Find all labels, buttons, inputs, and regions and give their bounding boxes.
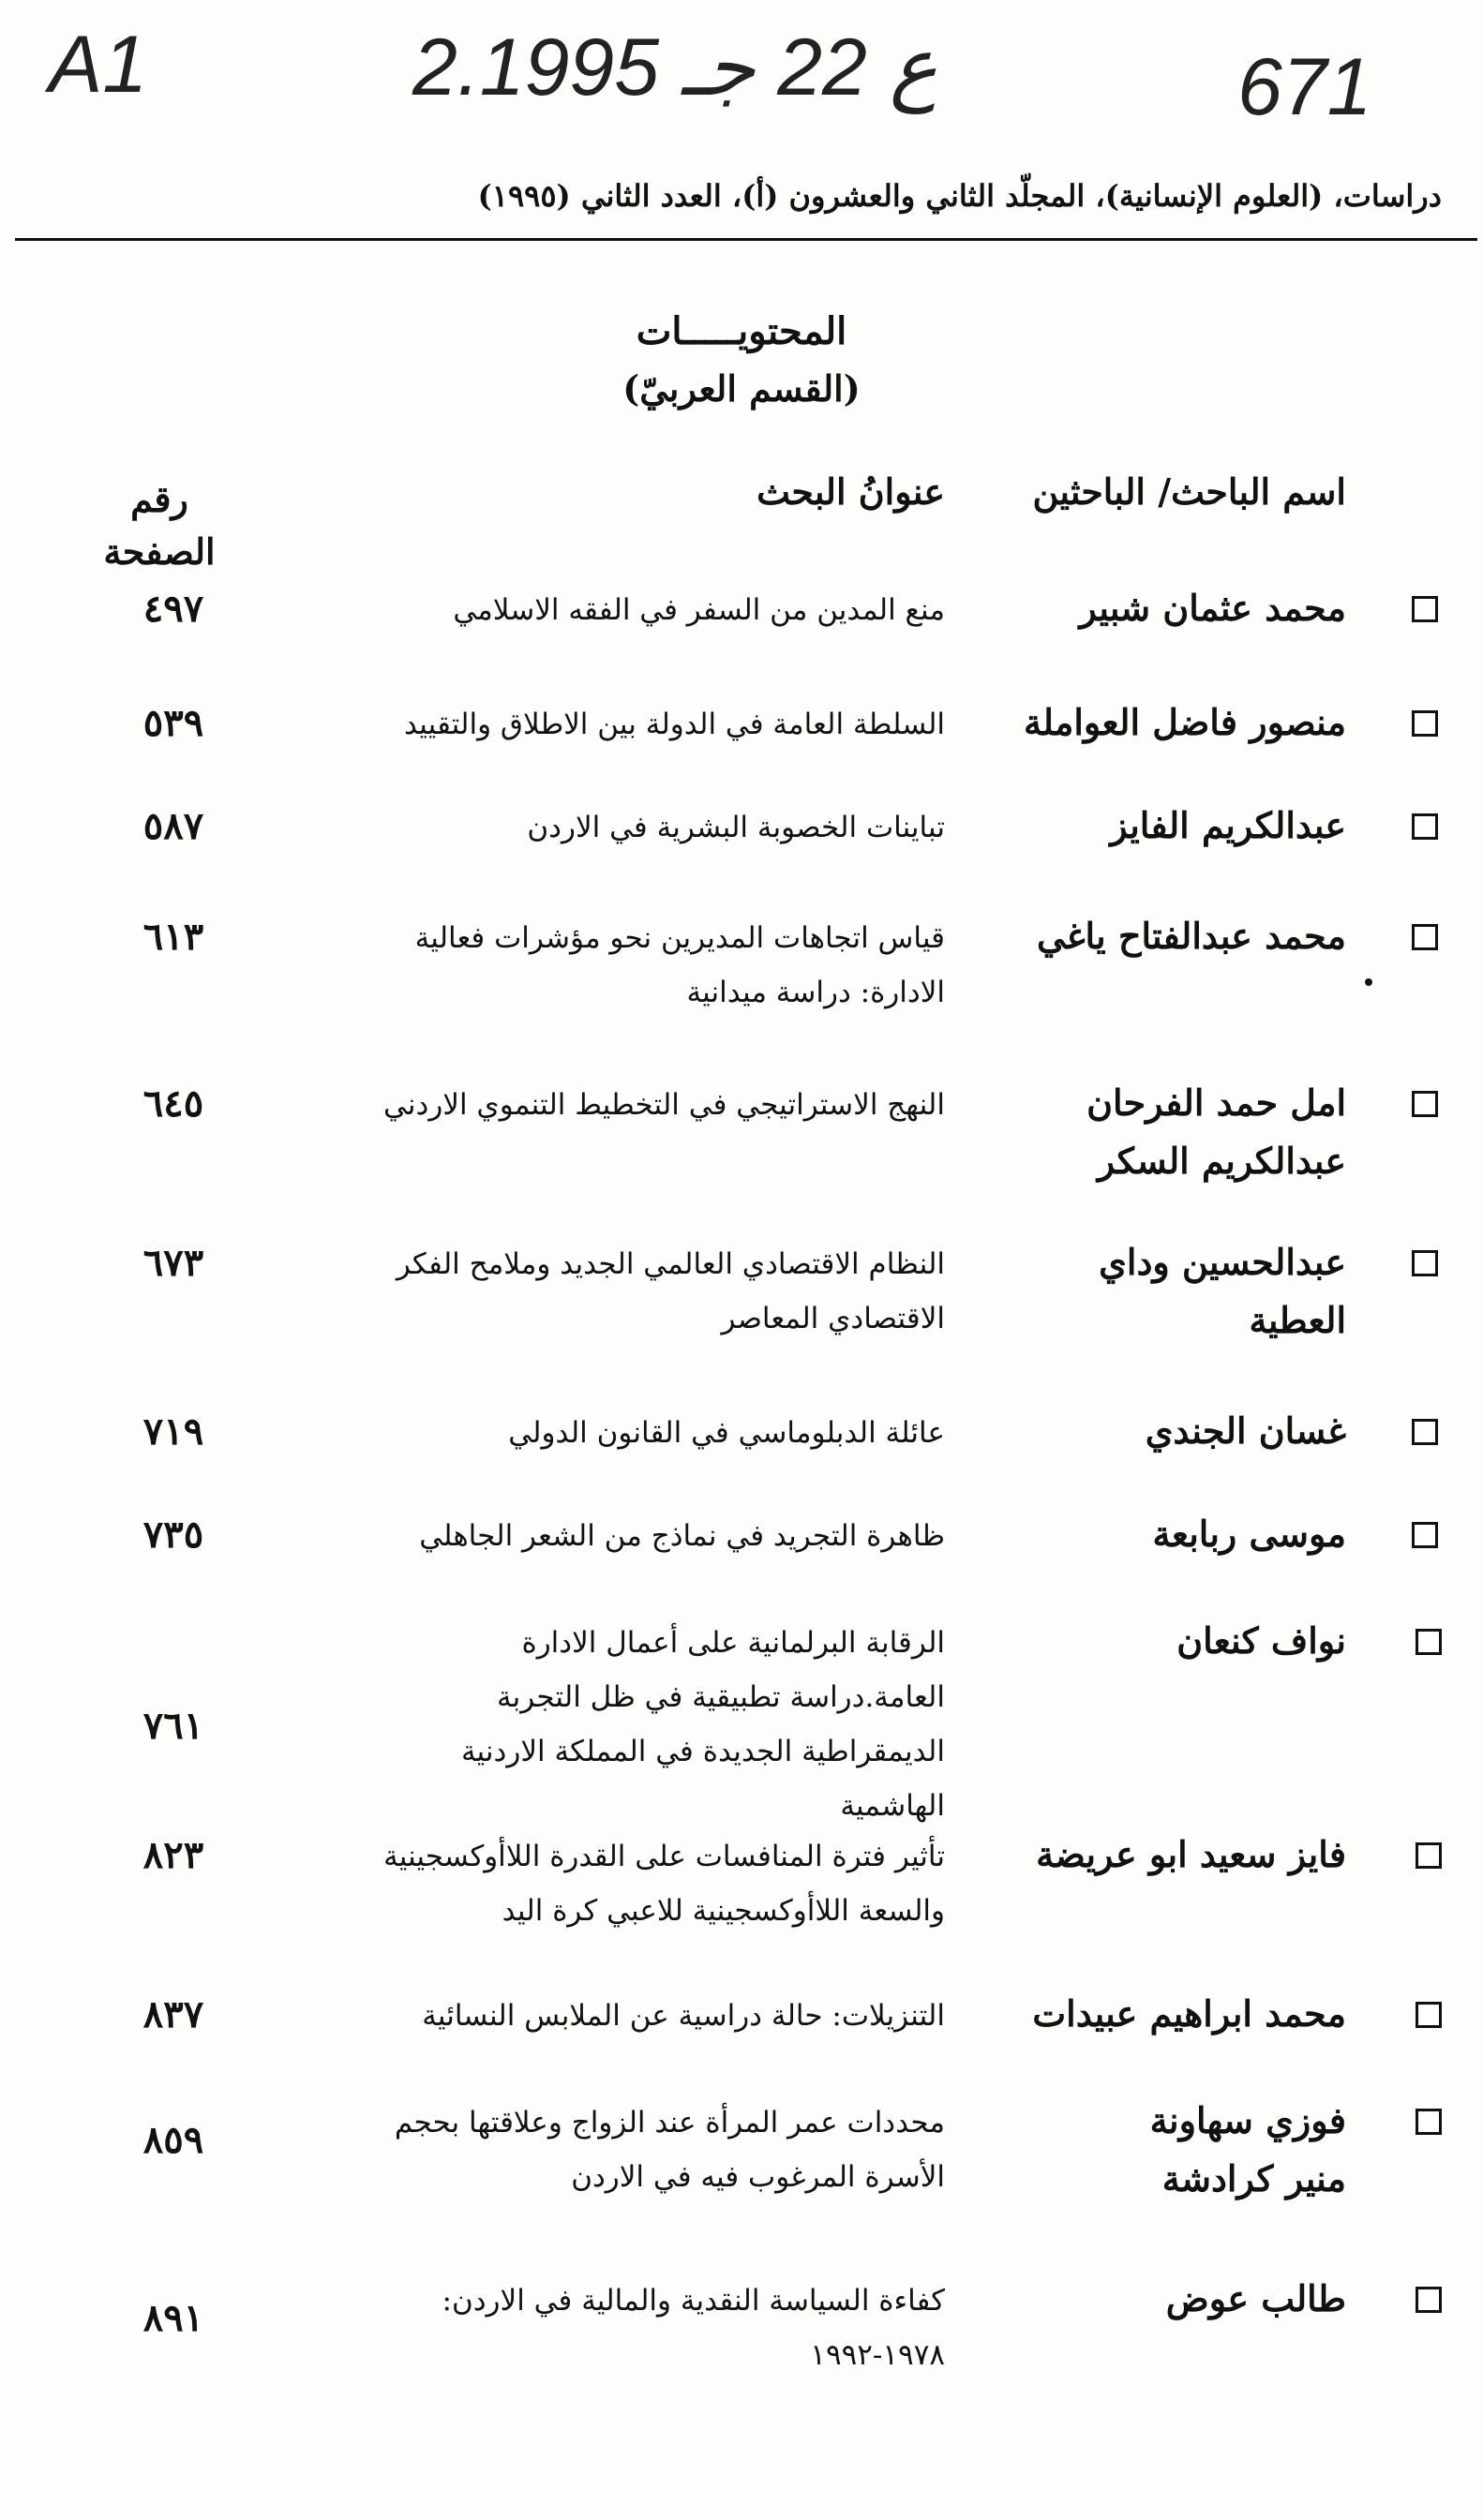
checkbox-square-icon <box>1412 596 1438 622</box>
author-name: طالب عوض <box>1165 2277 1346 2319</box>
checkbox-square-icon <box>1416 1842 1442 1869</box>
entry-title: ظاهرة التجريد في نماذج من الشعر الجاهلي <box>419 1519 945 1553</box>
contents-title: المحتويـــــات <box>636 309 847 353</box>
entry-page-number: ٥٨٧ <box>142 804 204 848</box>
author-name: غسان الجندي <box>1145 1409 1346 1452</box>
entry-authors <box>1009 907 1346 965</box>
entry-page-number: ٧٦١ <box>142 1704 204 1748</box>
entry-title: كفاءة السياسة النقدية والمالية في الاردن: ١٩٧٨-١٩٩٢ <box>442 2284 945 2372</box>
entry-title: النهج الاستراتيجي في التخطيط التنموي الاردني <box>383 1088 945 1122</box>
checkbox-square-icon <box>1412 924 1438 950</box>
journal-header: دراسات، (العلوم الإنسانية)، المجلّد الثاني والعشرون (أ)، العدد الثاني (١٩٩٥) <box>477 178 1442 214</box>
entry-title: منع المدين من السفر في الفقه الاسلامي <box>453 593 945 627</box>
entry-title: محددات عمر المرأة عند الزواج وعلاقتها بحجم الأسرة المرغوب فيه في الاردن <box>394 2106 945 2194</box>
handwritten-code: A1 <box>49 20 148 110</box>
author-name: امل حمد الفرحان <box>1086 1081 1346 1124</box>
entry-page-number: ٦١٣ <box>142 915 204 959</box>
checkbox-square-icon <box>1416 2002 1442 2028</box>
entry-authors <box>1009 1505 1346 1563</box>
entry-title: النظام الاقتصادي العالمي الجديد وملامح الفكر الاقتصادي المعاصر <box>396 1247 945 1335</box>
entry-page-number: ٨٣٧ <box>142 1992 204 2036</box>
author-column-header: اسم الباحث/ الباحثين <box>1032 470 1346 513</box>
checkbox-square-icon <box>1412 1091 1438 1117</box>
author-name: محمد عثمان شبير <box>1079 587 1346 629</box>
author-name: عبدالحسين وداي العطية <box>1099 1241 1346 1341</box>
entry-authors <box>1009 693 1346 752</box>
entry-page-number: ٦٧٣ <box>142 1241 204 1285</box>
entry-title: التنزيلات: حالة دراسية عن الملابس النسائية <box>422 1999 945 2033</box>
entry-title: قياس اتجاهات المديرين نحو مؤشرات فعالية الادارة: دراسة ميدانية <box>414 921 945 1009</box>
checkbox-square-icon <box>1412 1419 1438 1445</box>
page-column-header-line2: الصفحة <box>103 530 216 573</box>
entry-authors <box>1009 797 1346 855</box>
entry-page-number: ٨٥٩ <box>142 2118 204 2162</box>
entry-authors <box>1009 1402 1346 1460</box>
handwritten-number: 671 <box>1237 42 1372 132</box>
header-rule <box>15 238 1477 241</box>
entry-title: الرقابة البرلمانية على أعمال الادارة العامة.دراسة تطبيقية في ظل التجربة الديمقراطية الجديدة في المملكة الاردنية الهاشمية <box>460 1626 945 1823</box>
author-name: نواف كنعان <box>1176 1619 1346 1662</box>
entry-authors <box>1009 2270 1346 2328</box>
entry-page-number: ٦٤٥ <box>142 1081 204 1126</box>
entry-authors <box>1009 1826 1346 1884</box>
checkbox-square-icon <box>1412 813 1438 840</box>
entry-title: تأثير فترة المنافسات على القدرة اللاأوكسجينية والسعة اللاأوكسجينية للاعبي كرة اليد <box>383 1840 945 1928</box>
checkbox-square-icon <box>1412 710 1438 737</box>
author-name: محمد عبدالفتاح ياغي <box>1037 915 1346 957</box>
title-column-header: عنوانُ البحث <box>756 470 945 513</box>
checkbox-square-icon <box>1412 1250 1438 1276</box>
checkbox-square-icon <box>1416 1629 1442 1655</box>
entry-authors <box>1009 1074 1346 1190</box>
entry-page-number: ٧٣٥ <box>142 1513 204 1557</box>
author-name: منير كرادشة <box>1161 2157 1346 2199</box>
author-name: فوزي سهاونة <box>1149 2099 1346 2141</box>
scan-mark <box>1365 978 1372 986</box>
author-name: منصور فاضل العواملة <box>1024 701 1346 743</box>
entry-title: السلطة العامة في الدولة بين الاطلاق والتقييد <box>404 708 945 741</box>
author-name: عبدالكريم الفايز <box>1110 804 1346 846</box>
entry-page-number: ٥٣٩ <box>142 701 204 745</box>
author-name: موسى ربابعة <box>1152 1513 1346 1555</box>
entry-authors <box>1009 579 1346 637</box>
author-name: فايز سعيد ابو عريضة <box>1036 1833 1346 1875</box>
entry-title: تباينات الخصوبة البشرية في الاردن <box>527 811 945 844</box>
checkbox-square-icon <box>1412 1522 1438 1548</box>
author-name: عبدالكريم السكر <box>1097 1140 1346 1182</box>
entry-page-number: ٨٢٣ <box>142 1833 204 1877</box>
checkbox-square-icon <box>1416 2109 1442 2135</box>
checkbox-square-icon <box>1416 2287 1442 2313</box>
section-title: (القسم العربيّ) <box>622 367 861 410</box>
entry-authors <box>1009 1612 1346 1670</box>
entry-title: عائلة الدبلوماسي في القانون الدولي <box>508 1416 945 1450</box>
entry-authors <box>1009 2092 1346 2208</box>
entry-authors <box>1009 1233 1346 1349</box>
author-name: محمد ابراهيم عبيدات <box>1032 1992 1346 2035</box>
entry-page-number: ٨٩١ <box>142 2296 204 2340</box>
page-column-header-line1: رقم <box>130 478 188 520</box>
entry-authors <box>1009 1985 1346 2043</box>
entry-page-number: ٤٩٧ <box>142 587 204 631</box>
entry-page-number: ٧١٩ <box>142 1409 204 1454</box>
handwritten-date: 2.ع 22 جـ 1995 <box>412 22 938 112</box>
